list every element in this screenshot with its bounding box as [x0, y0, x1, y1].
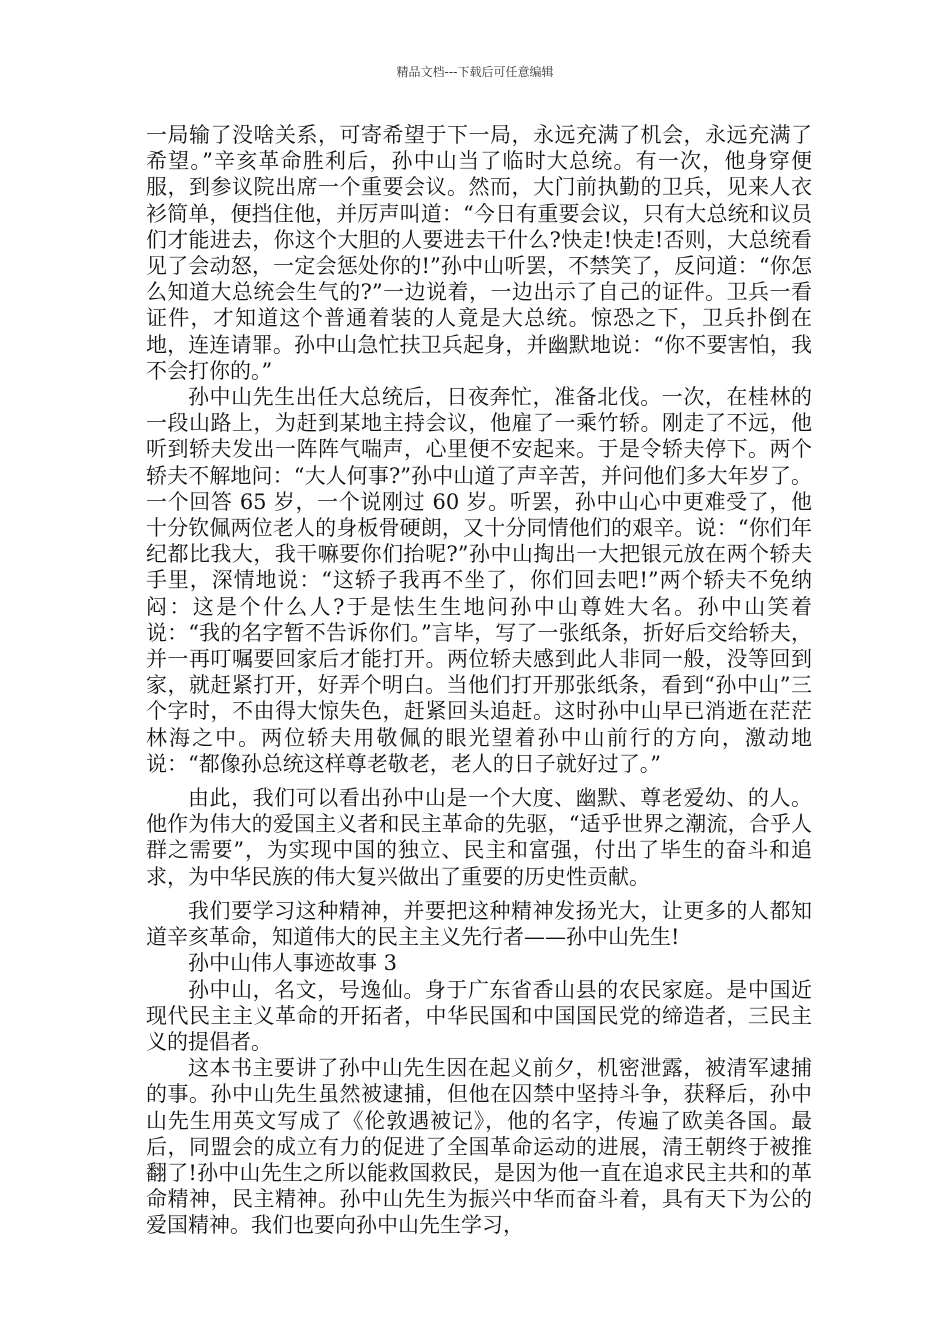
paragraph-5: 孙中山，名文，号逸仙。身于广东省香山县的农民家庭。是中国近现代民主主义革命的开拓者，中华民国和中国国民党的缔造者，三民主义的提倡者。: [146, 977, 812, 1054]
document-body: [146, 122, 812, 1239]
section-heading: 孙中山伟人事迹故事 3: [188, 951, 398, 976]
paragraph-1: 一局输了没啥关系，可寄希望于下一局，永远充满了机会，永远充满了希望。”辛亥革命胜利后，孙中山当了临时大总统。有一次，他身穿便服，到参议院出席一个重要会议。然而，大门前执勤的卫兵，见来人衣衫简单，便挡住他，并厉声叫道：“今日有重要会议，只有大总统和议员们才能进去，你这个大胆的人要进去干什么?快走!快走!否则，大总统看见了会动怒，一定会惩处你的!”孙中山听罢，不禁笑了，反问道：“你怎么知道大总统会生气的?”一边说着，一边出示了自己的证件。卫兵一看证件，才知道这个普通着装的人竟是大总统。惊恐之下，卫兵扑倒在地，连连请罪。孙中山急忙扶卫兵起身，并幽默地说：“你不要害怕，我不会打你的。”: [146, 123, 812, 383]
paragraph-2: 孙中山先生出任大总统后，日夜奔忙，准备北伐。一次，在桂林的一段山路上，为赶到某地主持会议，他雇了一乘竹轿。刚走了不远，他听到轿夫发出一阵阵气喘声，心里便不安起来。于是令轿夫停下。两个轿夫不解地问：“大人何事?”孙中山道了声辛苦，并问他们多大年岁了。一个回答 65 岁，一个说刚过 60 岁。听罢，孙中山心中更难受了，他十分钦佩两位老人的身板骨硬朗，又十分同情他们的艰辛。说：“你们年纪都比我大，我干嘛要你们抬呢?”孙中山掏出一大把银元放在两个轿夫手里，深情地说：“这轿子我再不坐了，你们回去吧!”两个轿夫不免纳闷：这是个什么人?于是怯生生地问孙中山尊姓大名。孙中山笑着说：“我的名字暂不告诉你们。”言毕，写了一张纸条，折好后交给轿夫，并一再叮嘱要回家后才能打开。两位轿夫感到此人非同一般，没等回到家，就赶紧打开，好弄个明白。当他们打开那张纸条，看到“孙中山”三个字时，不由得大惊失色，赶紧回头追赶。这时孙中山早已消逝在茫茫林海之中。两位轿夫用敬佩的眼光望着孙中山前行的方向，激动地说：“都像孙总统这样尊老敬老，老人的日子就好过了。”: [146, 385, 812, 776]
paragraph-3: 由此，我们可以看出孙中山是一个大度、幽默、尊老爱幼、的人。他作为伟大的爱国主义者和民主革命的先驱，“适乎世界之潮流，合乎人群之需要”，为实现中国的独立、民主和富强，付出了毕生的奋斗和追求，为中华民族的伟大复兴做出了重要的历史性贡献。: [146, 786, 812, 889]
page-header: 精品文档---下载后可任意编辑: [396, 65, 554, 79]
paragraph-4: 我们要学习这种精神，并要把这种精神发扬光大，让更多的人都知道辛亥革命，知道伟大的民主主义先行者——孙中山先生!: [146, 898, 812, 950]
paragraph-6: 这本书主要讲了孙中山先生因在起义前夕，机密泄露，被清军逮捕的事。孙中山先生虽然被逮捕，但他在囚禁中坚持斗争，获释后，孙中山先生用英文写成了《伦敦遇被记》，他的名字，传遍了欧美各国。最后，同盟会的成立有力的促进了全国革命运动的进展，清王朝终于被推翻了!孙中山先生之所以能救国救民，是因为他一直在追求民主共和的革命精神，民主精神。孙中山先生为振兴中华而奋斗着，具有天下为公的爱国精神。我们也要向孙中山先生学习，: [146, 1056, 812, 1238]
